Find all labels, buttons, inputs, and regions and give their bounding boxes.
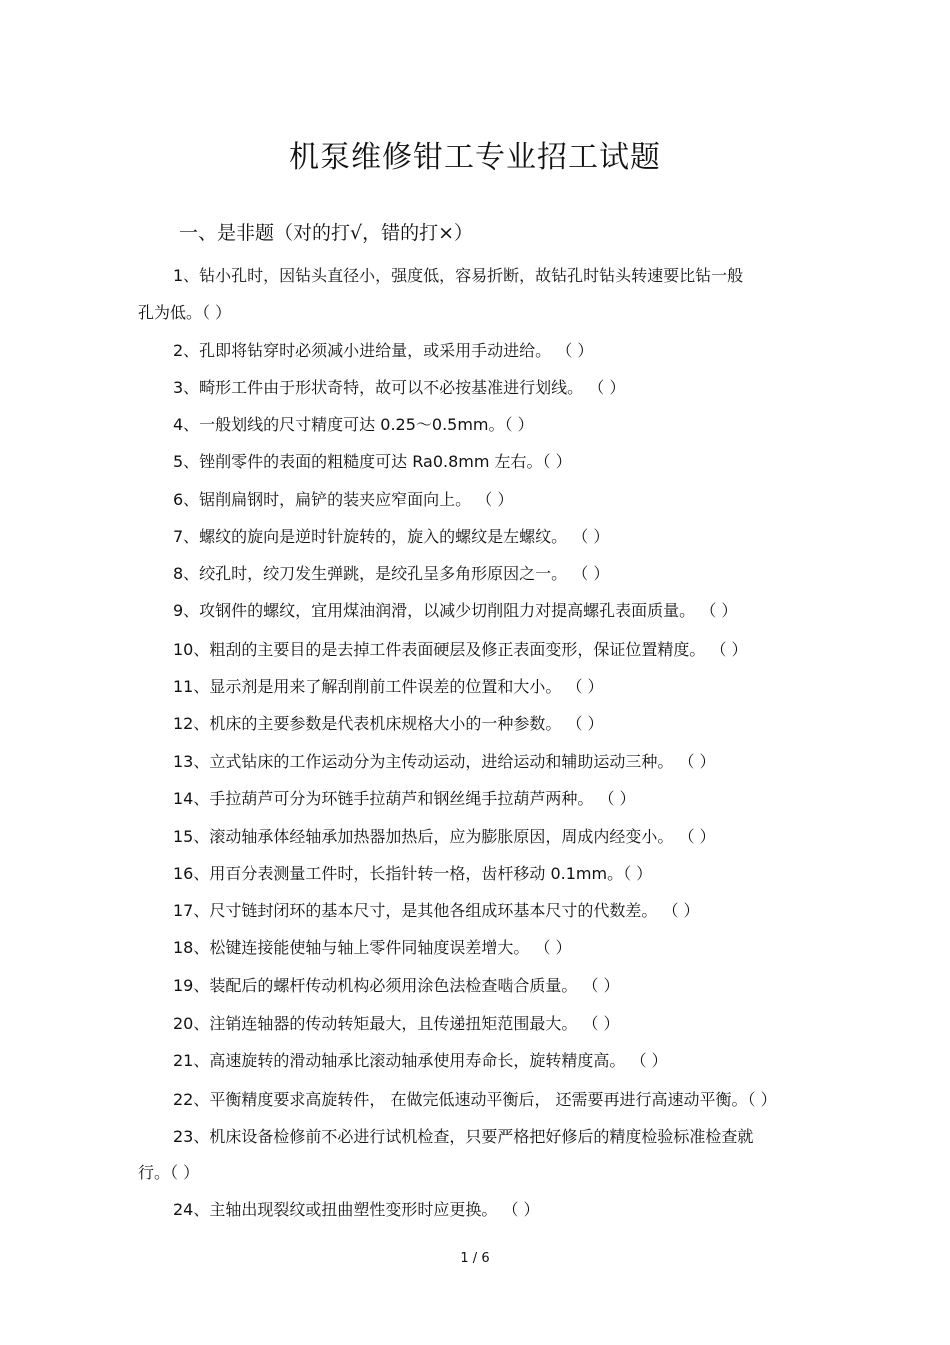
question-16: 16、用百分表测量工件时，长指针转一格，齿杆移动 0.1mm。（ ）: [173, 864, 653, 883]
question-21: 21、高速旋转的滑动轴承比滚动轴承使用寿命长，旋转精度高。 （ ）: [173, 1051, 668, 1070]
question-1-line1: 1、钻小孔时，因钻头直径小，强度低，容易折断，故钻孔时钻头转速要比钻一般: [173, 266, 744, 285]
question-1-line2: 孔为低。（ ）: [138, 303, 232, 322]
question-13: 13、立式钻床的工作运动分为主传动运动，进给运动和辅助运动三种。 （ ）: [173, 752, 716, 771]
question-2: 2、孔即将钻穿时必须减小进给量，或采用手动进给。 （ ）: [173, 341, 594, 360]
question-22: 22、平衡精度要求高旋转件， 在做完低速动平衡后， 还需要再进行高速动平衡。（ ）: [173, 1090, 777, 1109]
question-15: 15、滚动轴承体经轴承加热器加热后，应为膨胀原因，周成内经变小。 （ ）: [173, 827, 716, 846]
question-12: 12、机床的主要参数是代表机床规格大小的一种参数。 （ ）: [173, 714, 604, 733]
question-8: 8、绞孔时，绞刀发生弹跳，是绞孔呈多角形原因之一。 （ ）: [173, 564, 610, 583]
question-18: 18、松键连接能使轴与轴上零件同轴度误差增大。 （ ）: [173, 938, 572, 957]
question-10: 10、粗刮的主要目的是去掉工件表面硬层及修正表面变形，保证位置精度。 （ ）: [173, 640, 748, 659]
question-5: 5、锉削零件的表面的粗糙度可达 Ra0.8mm 左右。（ ）: [173, 452, 572, 471]
question-17: 17、尺寸链封闭环的基本尺寸，是其他各组成环基本尺寸的代数差。 （ ）: [173, 901, 700, 920]
question-23-line2: 行。（ ）: [138, 1163, 200, 1182]
page-number: 1 / 6: [460, 1251, 490, 1266]
section-heading: 一、是非题（对的打√，错的打×）: [179, 222, 474, 244]
question-7: 7、螺纹的旋向是逆时针旋转的，旋入的螺纹是左螺纹。 （ ）: [173, 527, 610, 546]
question-11: 11、显示剂是用来了解刮削前工件误差的位置和大小。 （ ）: [173, 677, 604, 696]
question-19: 19、装配后的螺杆传动机构必须用涂色法检查啮合质量。 （ ）: [173, 976, 620, 995]
question-24: 24、主轴出现裂纹或扭曲塑性变形时应更换。 （ ）: [173, 1200, 540, 1219]
question-14: 14、手拉葫芦可分为环链手拉葫芦和钢丝绳手拉葫芦两种。 （ ）: [173, 789, 636, 808]
question-4: 4、一般划线的尺寸精度可达 0.25～0.5mm。（ ）: [173, 415, 534, 434]
question-3: 3、畸形工件由于形状奇特，故可以不必按基准进行划线。 （ ）: [173, 378, 626, 397]
question-9: 9、攻钢件的螺纹，宜用煤油润滑，以减少切削阻力对提高螺孔表面质量。 （ ）: [173, 601, 738, 620]
question-20: 20、注销连轴器的传动转矩最大，且传递扭矩范围最大。 （ ）: [173, 1014, 620, 1033]
document-title: 机泵维修钳工专业招工试题: [289, 140, 661, 175]
question-23-line1: 23、机床设备检修前不必进行试机检查，只要严格把好修后的精度检验标准检查就: [173, 1127, 754, 1146]
question-6: 6、锯削扁钢时，扁铲的装夹应窄面向上。 （ ）: [173, 490, 514, 509]
